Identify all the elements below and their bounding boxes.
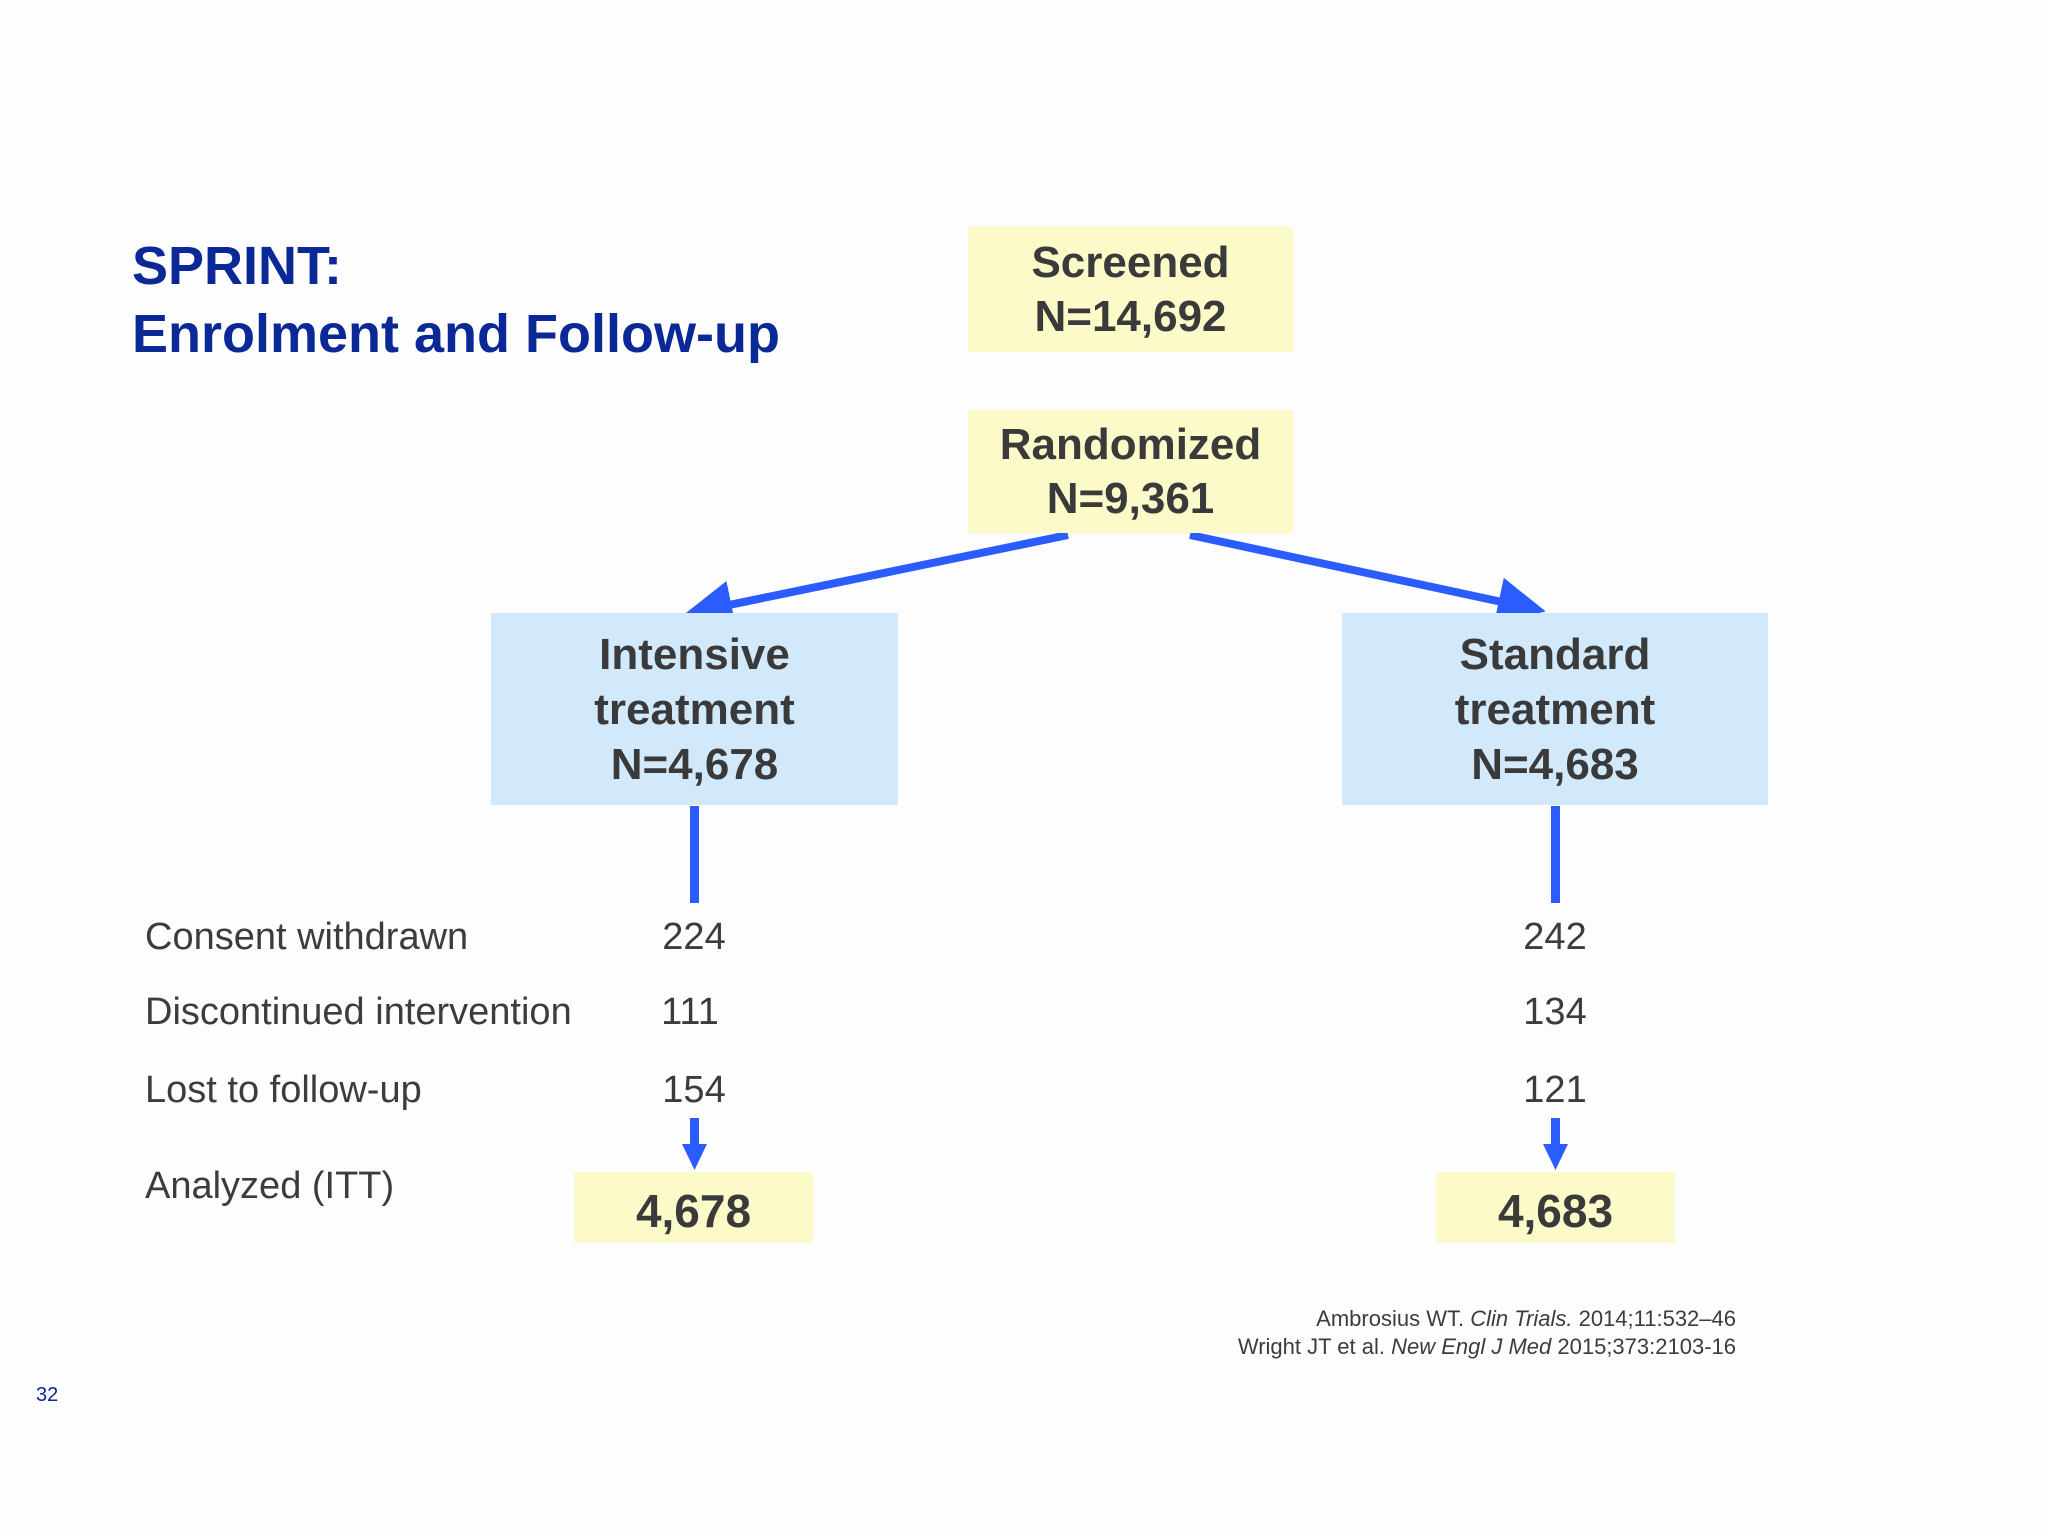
intensive-consent-withdrawn: 224: [662, 916, 726, 958]
intensive-connector-line: [690, 806, 699, 903]
standard-discontinued-intervention: 134: [1523, 991, 1587, 1033]
screened-label: Screened: [1031, 237, 1230, 287]
title-line-2: Enrolment and Follow-up: [132, 304, 780, 364]
arrow-to-standard-icon: [1190, 535, 1530, 608]
row-label-discontinued-intervention: Discontinued intervention: [145, 991, 572, 1033]
page-number: 32: [36, 1384, 59, 1406]
citation-1-authors: Ambrosius WT.: [1316, 1306, 1471, 1331]
arrow-to-analyzed-left-icon: [682, 1118, 707, 1170]
citation-2-authors: Wright JT et al.: [1237, 1334, 1392, 1359]
screened-box: [968, 227, 1293, 352]
row-label-consent-withdrawn: Consent withdrawn: [145, 916, 469, 958]
standard-label-2: treatment: [1454, 684, 1656, 734]
citations: [1238, 1305, 1736, 1361]
analyzed-intensive-n: 4,678: [635, 1184, 752, 1237]
randomized-label: Randomized: [999, 419, 1262, 469]
analyzed-standard-n: 4,683: [1497, 1184, 1614, 1237]
citation-1: [1238, 1305, 1736, 1333]
analyzed-standard-box: [1436, 1172, 1675, 1243]
screened-n: N=14,692: [1034, 291, 1227, 341]
intensive-label-2: treatment: [594, 684, 795, 734]
citation-1-detail: 2014;11:532–46: [1572, 1306, 1736, 1331]
title-line-1: SPRINT:: [132, 236, 343, 296]
standard-consent-withdrawn: 242: [1523, 916, 1587, 958]
row-label-lost-to-follow-up: Lost to follow-up: [145, 1069, 422, 1111]
intensive-discontinued-intervention: 111: [661, 991, 719, 1033]
citation-2: [1238, 1333, 1736, 1361]
citation-2-detail: 2015;373:2103-16: [1551, 1334, 1736, 1359]
standard-connector-line: [1551, 806, 1560, 903]
randomized-box: [968, 410, 1293, 533]
intensive-lost-to-follow-up: 154: [662, 1069, 726, 1111]
citation-1-journal: Clin Trials.: [1470, 1306, 1573, 1331]
standard-treatment-box: [1342, 613, 1768, 805]
analyzed-intensive-box: [574, 1172, 813, 1243]
arrow-to-analyzed-right-icon: [1543, 1118, 1568, 1170]
intensive-n: N=4,678: [610, 739, 779, 789]
standard-label-1: Standard: [1459, 629, 1651, 679]
standard-lost-to-follow-up: 121: [1523, 1069, 1587, 1111]
row-label-analyzed-itt: Analyzed (ITT): [145, 1165, 395, 1207]
intensive-treatment-box: [491, 613, 898, 805]
standard-n: N=4,683: [1471, 739, 1639, 789]
arrow-to-intensive-icon: [700, 535, 1068, 611]
intensive-label-1: Intensive: [599, 629, 790, 679]
citation-2-journal: New Engl J Med: [1391, 1334, 1552, 1359]
randomized-n: N=9,361: [1046, 473, 1215, 523]
